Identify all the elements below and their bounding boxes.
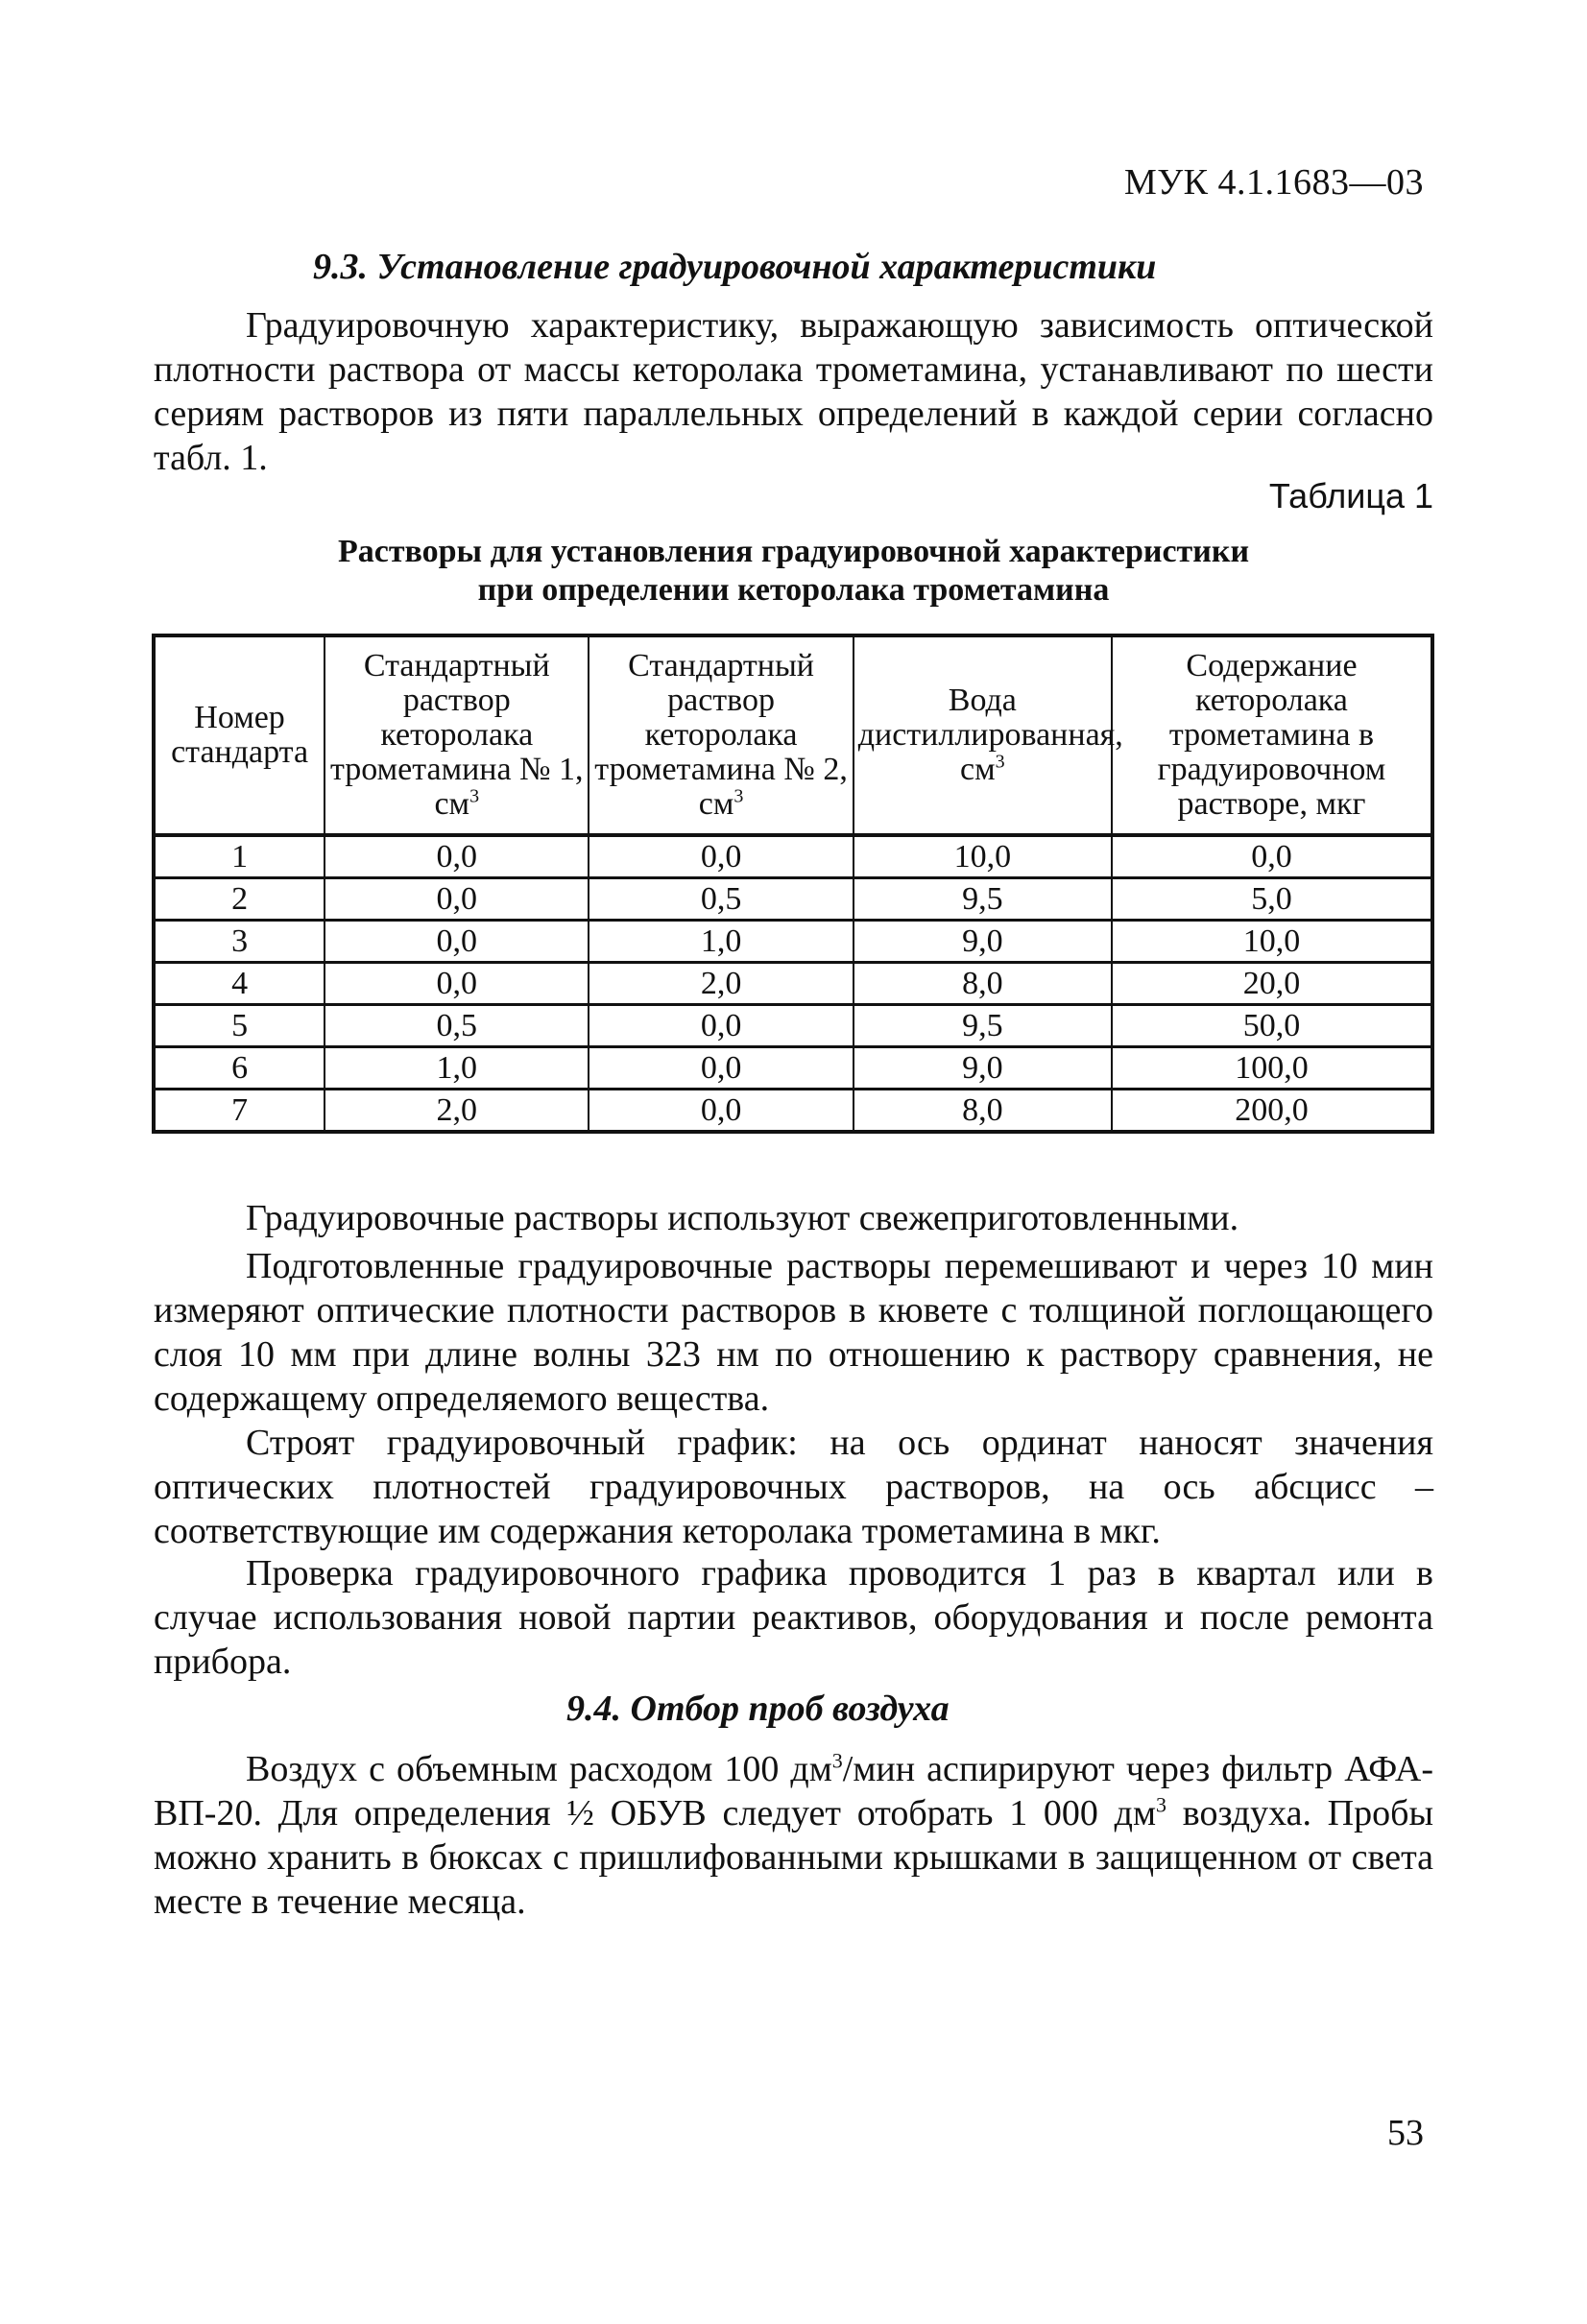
paragraph-graph-check: Проверка градуировочного графика проводится 1 раз в квартал или в случае использования новой партии реактивов, оборудования и после ремонта прибора. bbox=[154, 1553, 1433, 1682]
cell-number: 7 bbox=[154, 1090, 325, 1133]
table-row bbox=[154, 1090, 1432, 1133]
section-title-9-4: 9.4. Отбор проб воздуха bbox=[566, 1689, 950, 1729]
paragraph-measurement: Подготовленные градуировочные растворы перемешивают и через 10 мин измеряют оптические плотности растворов в кювете с толщиной поглощающего слоя 10 мм при длине волны 323 нм по отношению к раствору сравнения, не содержащему определяемого вещества. bbox=[154, 1246, 1433, 1419]
cell-solution-2: 1,0 bbox=[589, 921, 853, 963]
cell-number: 4 bbox=[154, 963, 325, 1005]
cell-solution-2: 0,5 bbox=[589, 878, 853, 921]
cell-number: 2 bbox=[154, 878, 325, 921]
table-row bbox=[154, 1005, 1432, 1047]
paragraph-calibration-intro: Градуировочную характеристику, выражающую зависимость оптической плотности раствора от массы кеторолака трометамина, устанавливают по шести сериям растворов из пяти параллельных определений в каждой серии согласно табл. 1. bbox=[154, 305, 1433, 478]
cell-number: 5 bbox=[154, 1005, 325, 1047]
table-header-row bbox=[154, 635, 1432, 835]
paragraph-fresh-solutions: Градуировочные растворы используют свежеприготовленными. bbox=[246, 1198, 1239, 1238]
header-distilled-water: Вода дистиллированная, $см^3$ bbox=[854, 635, 1112, 835]
cell-solution-2: 0,0 bbox=[589, 1005, 853, 1047]
header-standard-solution-1: Стандартный раствор кеторолака трометамина № 1, $см^3$ bbox=[325, 635, 589, 835]
cell-solution-1: 0,0 bbox=[325, 878, 589, 921]
cell-water: 10,0 bbox=[854, 835, 1112, 878]
cell-water: 8,0 bbox=[854, 1090, 1112, 1133]
cell-solution-1: 1,0 bbox=[325, 1047, 589, 1090]
cell-water: 9,0 bbox=[854, 1047, 1112, 1090]
table-row bbox=[154, 835, 1432, 878]
cell-content: 5,0 bbox=[1112, 878, 1432, 921]
table-title-line-1: Растворы для установления градуировочной характеристики bbox=[337, 534, 1250, 569]
cell-solution-2: 0,0 bbox=[589, 1090, 853, 1133]
cell-solution-1: 0,5 bbox=[325, 1005, 589, 1047]
page-number: 53 bbox=[1387, 2113, 1424, 2153]
cell-water: 8,0 bbox=[854, 963, 1112, 1005]
cell-number: 6 bbox=[154, 1047, 325, 1090]
table-row bbox=[154, 878, 1432, 921]
cell-solution-1: 2,0 bbox=[325, 1090, 589, 1133]
table-row bbox=[154, 921, 1432, 963]
header-standard-number: Номер стандарта bbox=[154, 635, 325, 835]
cell-content: 0,0 bbox=[1112, 835, 1432, 878]
cell-content: 200,0 bbox=[1112, 1090, 1432, 1133]
cell-content: 20,0 bbox=[1112, 963, 1432, 1005]
calibration-table bbox=[152, 634, 1434, 1134]
cell-number: 1 bbox=[154, 835, 325, 878]
table-label: Таблица 1 bbox=[1268, 476, 1433, 515]
cell-content: 10,0 bbox=[1112, 921, 1432, 963]
cell-water: 9,0 bbox=[854, 921, 1112, 963]
table-title bbox=[154, 533, 1433, 610]
cell-solution-2: 0,0 bbox=[589, 1047, 853, 1090]
cell-solution-1: 0,0 bbox=[325, 963, 589, 1005]
cell-solution-2: 2,0 bbox=[589, 963, 853, 1005]
document-code: МУК 4.1.1683—03 bbox=[1123, 162, 1424, 203]
header-standard-solution-2: Стандартный раствор кеторолака трометамина № 2, $см^3$ bbox=[589, 635, 853, 835]
table-title-line-2: при определении кеторолака трометамина bbox=[477, 572, 1110, 608]
cell-water: 9,5 bbox=[854, 1005, 1112, 1047]
cell-number: 3 bbox=[154, 921, 325, 963]
section-title-9-3: 9.3. Установление градуировочной характеристики bbox=[313, 247, 1157, 287]
header-content: Содержание кеторолака трометамина в градуировочном растворе, мкг bbox=[1112, 635, 1432, 835]
cell-content: 50,0 bbox=[1112, 1005, 1432, 1047]
cell-solution-1: 0,0 bbox=[325, 835, 589, 878]
cell-solution-1: 0,0 bbox=[325, 921, 589, 963]
paragraph-graph: Строят градуировочный график: на ось ординат наносят значения оптических плотностей градуировочных растворов, на ось абсцисс – соответствующие им содержания кеторолака трометамина в мкг. bbox=[154, 1423, 1433, 1551]
cell-solution-2: 0,0 bbox=[589, 835, 853, 878]
table-row bbox=[154, 1047, 1432, 1090]
cell-content: 100,0 bbox=[1112, 1047, 1432, 1090]
paragraph-air-sampling: Воздух с объемным расходом 100 $дм^3$/мин аспирируют через фильтр АФА-ВП-20. Для определения ½ ОБУВ следует отобрать 1 000 $дм^3$ воздуха. Пробы можно хранить в бюксах с пришлифованными крышками в защищенном от света месте в течение месяца. bbox=[154, 1748, 1433, 1922]
cell-water: 9,5 bbox=[854, 878, 1112, 921]
table-row bbox=[154, 963, 1432, 1005]
